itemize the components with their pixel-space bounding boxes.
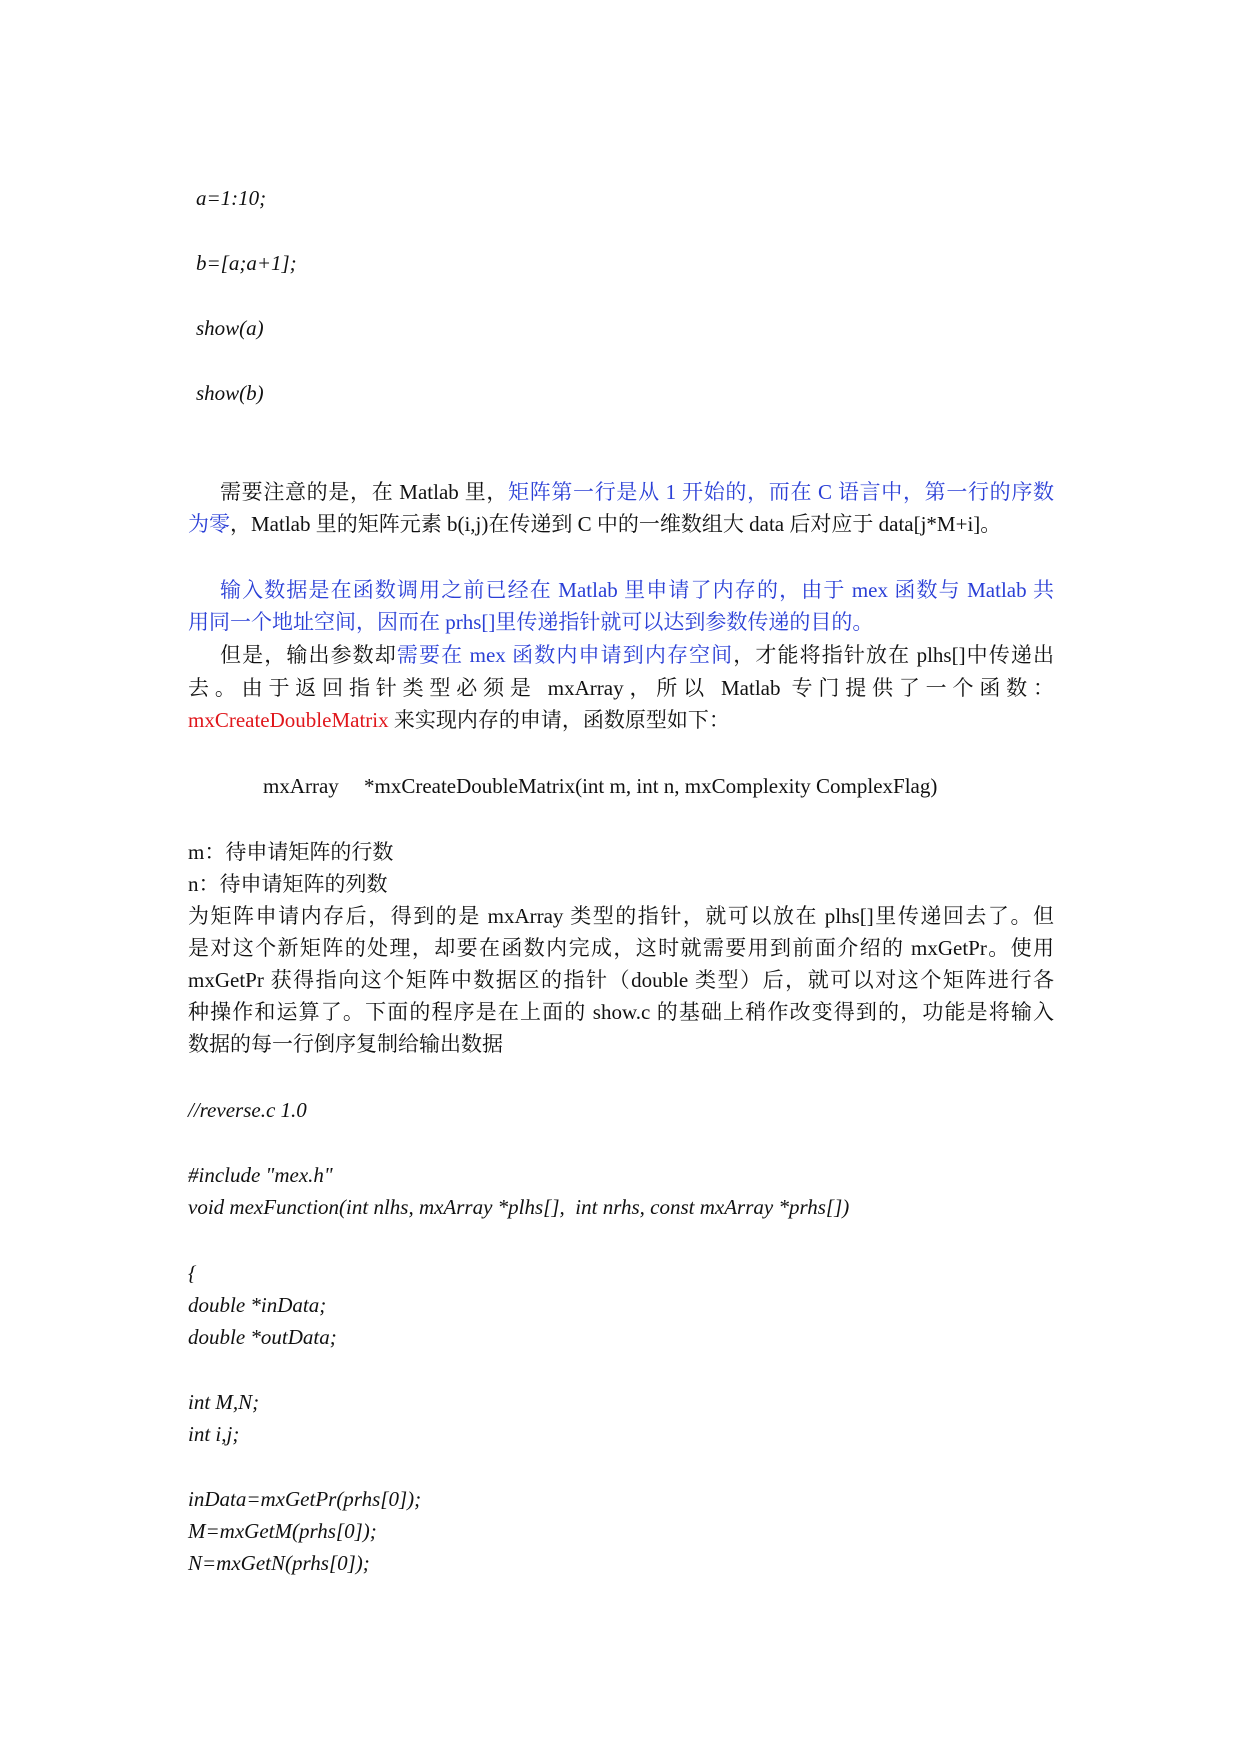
code-line-3: show(a) [196,316,264,340]
p1-text-a: 需要注意的是，在 Matlab 里， [220,480,509,504]
p1-highlight-a: 矩阵第一行是从 1 开始的，而在 C 语言中，第一行的序数 [508,480,1054,504]
paragraph-1-line-1 [188,476,1054,508]
code-open-brace: { [188,1261,197,1285]
paragraph-3-line-3 [188,704,730,736]
code-stmt-indata: inData=mxGetPr(prhs[0]); [188,1487,422,1511]
paragraph-4-line-4: 种操作和运算了。下面的程序是在上面的 show.c 的基础上稍作改变得到的，功能是将输入 [188,1000,1054,1024]
paragraph-4-line-2: 是对这个新矩阵的处理，却要在函数内完成，这时就需要用到前面介绍的 mxGetPr。使用 [188,936,1054,960]
code-include: #include "mex.h" [188,1163,333,1187]
paragraph-2-line-2: 用同一个地址空间，因而在 prhs[]里传递指针就可以达到参数传递的目的。 [188,610,874,634]
code-line-1: a=1:10; [196,186,267,210]
code-comment: //reverse.c 1.0 [188,1098,307,1122]
function-name-highlight: mxCreateDoubleMatrix [188,708,389,732]
paragraph-4-line-5: 数据的每一行倒序复制给输出数据 [188,1032,503,1056]
p1-text-b: ，Matlab 里的矩阵元素 b(i,j)在传递到 C 中的一维数组大 data 后对应于 data[j*M+i]。 [230,512,1002,536]
code-stmt-m: M=mxGetM(prhs[0]); [188,1519,377,1543]
code-decl-mn: int M,N; [188,1390,260,1414]
paragraph-2-line-1: 输入数据是在函数调用之前已经在 Matlab 里申请了内存的，由于 mex 函数与 Matlab 共 [220,578,1054,602]
p3-text-a: 但是，输出参数却 [220,643,397,667]
p3-text-d: 来实现内存的申请，函数原型如下： [388,708,730,732]
paragraph-4-line-1: 为矩阵申请内存后，得到的是 mxArray 类型的指针，就可以放在 plhs[]里传递回去了。但 [188,904,1054,928]
paragraph-3-line-2: 去。由于返回指针类型必须是 mxArray，所以 Matlab 专门提供了一个函数： [188,676,1054,700]
paragraph-4-line-3: mxGetPr 获得指向这个矩阵中数据区的指针（double 类型）后，就可以对这个矩阵进行各 [188,968,1054,992]
param-n: n：待申请矩阵的列数 [188,872,388,896]
code-stmt-n: N=mxGetN(prhs[0]); [188,1551,370,1575]
prototype-return-type: mxArray [263,774,339,798]
code-line-4: show(b) [196,381,264,405]
code-decl-ij: int i,j; [188,1422,240,1446]
p3-text-c: ，才能将指针放在 plhs[]中传递出 [733,643,1055,667]
code-decl-indata: double *inData; [188,1293,327,1317]
code-decl-outdata: double *outData; [188,1325,337,1349]
param-m: m：待申请矩阵的行数 [188,840,394,864]
paragraph-1-line-2 [188,508,1001,540]
prototype-signature: *mxCreateDoubleMatrix(int m, int n, mxComplexity ComplexFlag) [364,774,938,798]
code-signature: void mexFunction(int nlhs, mxArray *plhs[], int nrhs, const mxArray *prhs[]) [188,1195,850,1219]
p3-highlight: 需要在 mex 函数内申请到内存空间 [396,643,734,667]
p1-highlight-b: 为零 [188,512,230,536]
code-line-2: b=[a;a+1]; [196,251,297,275]
paragraph-3-line-1 [188,639,1054,671]
